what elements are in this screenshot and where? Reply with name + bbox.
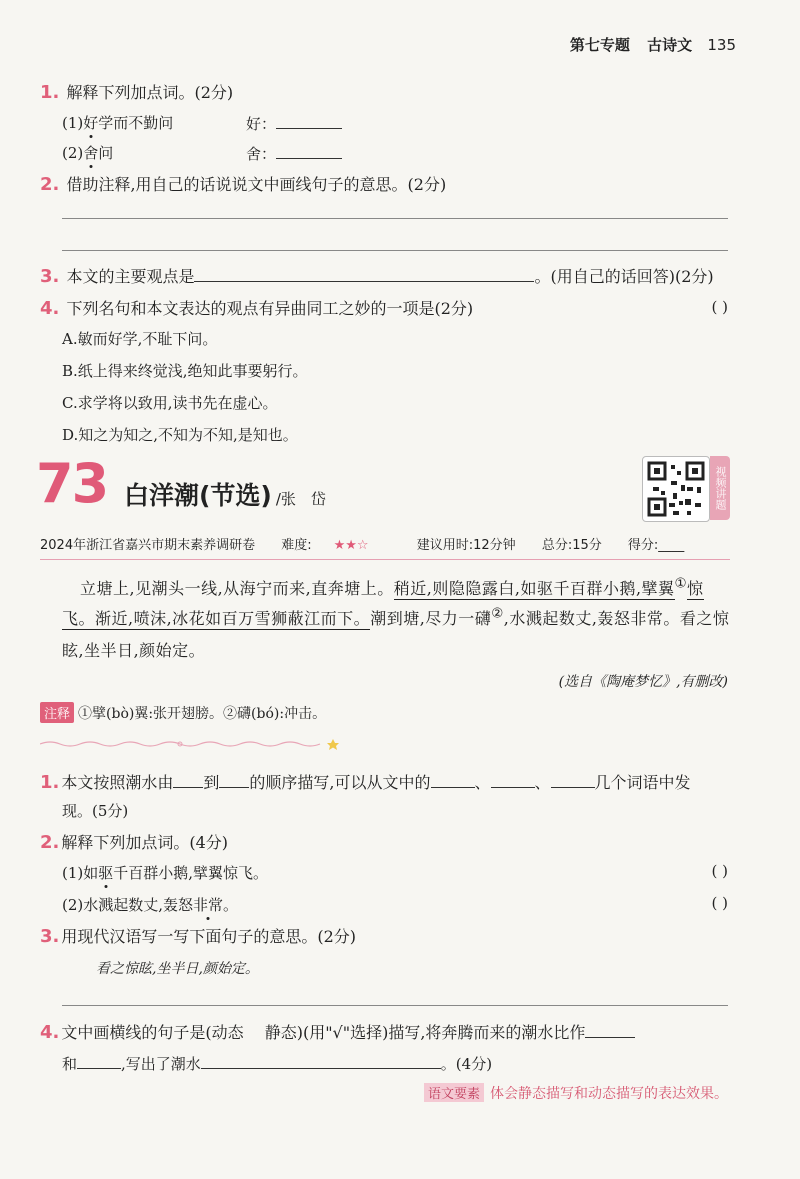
passage-line-2: 飞。渐近,喷沫,冰花如百万雪狮蔽江而下。潮到塘,尽力一礴②,水溅起数丈,轰怒非常。看之惊 (62, 606, 730, 628)
q1-item-1: (1)好学而不勤问 (62, 114, 174, 132)
footer-tip: 语文要素 体会静态描写和动态描写的表达效果。 (424, 1083, 728, 1103)
part2-question-1: 1. 本文按照潮水由 到 的顺序描写,可以从文中的 、 、 几个词语中发 (40, 772, 691, 793)
answer-blank[interactable] (491, 771, 535, 788)
answer-blank[interactable] (77, 1052, 121, 1069)
answer-paren[interactable]: ( ) (711, 894, 728, 912)
question-4: 4. 下列名句和本文表达的观点有异曲同工之妙的一项是(2分) (40, 298, 474, 319)
qr-code-icon[interactable] (642, 456, 710, 522)
answer-blank[interactable] (219, 771, 249, 788)
difficulty: 难度: ★★☆ (281, 538, 369, 553)
answer-line[interactable] (62, 250, 728, 251)
notes: 注释 ①擘(bò)翼:张开翅膀。②礴(bó):冲击。 (40, 702, 326, 723)
dotted-word: 舍 (83, 144, 99, 162)
answer-blank[interactable] (276, 142, 342, 159)
question-1 (40, 80, 233, 103)
exam-source: 2024年浙江省嘉兴市期末素养调研卷 (40, 538, 256, 553)
part2-q2-item-2: (2)水溅起数丈,轰怒非常。 (62, 896, 239, 914)
answer-paren[interactable]: ( ) (711, 862, 728, 880)
part2-q2-item-1: (1)如驱千百群小鹅,擘翼惊飞。 (62, 864, 269, 882)
part2-q1-line2: 现。(5分) (62, 802, 129, 820)
part2-q4-line2: 和 ,写出了潮水 。(4分) (62, 1052, 492, 1074)
section-label: 第七专题 (569, 36, 630, 54)
option-b: B.纸上得来终觉浅,绝知此事要躬行。 (62, 362, 308, 380)
answer-blank[interactable] (585, 1021, 635, 1038)
star-icon: ★★☆ (333, 538, 369, 553)
part2-question-3: 3. 用现代汉语写一写下面句子的意思。(2分) (40, 926, 357, 947)
answer-line[interactable] (62, 1005, 728, 1006)
total-score: 总分:15分 (541, 538, 602, 553)
q1-answer-1: 好： (246, 112, 342, 134)
option-a: A.敏而好学,不耻下问。 (62, 330, 218, 348)
dotted-word: 好 (83, 114, 99, 132)
q1-item-2: (2)舍问 (62, 144, 114, 162)
answer-blank[interactable] (173, 771, 203, 788)
score-field[interactable]: 得分:____ (627, 538, 685, 553)
answer-paren[interactable]: ( ) (711, 298, 728, 316)
decorative-divider (40, 738, 340, 750)
topic-label: 古诗文 (647, 36, 693, 54)
lesson-author: /张 岱 (275, 490, 326, 508)
meta-bar (40, 533, 730, 560)
video-tab[interactable]: 视频讲题 (710, 456, 730, 520)
part2-question-2: 2. 解释下列加点词。(4分) (40, 832, 229, 853)
page-header (570, 34, 736, 55)
footer-tag: 语文要素 (424, 1083, 484, 1102)
answer-blank[interactable] (276, 112, 342, 129)
answer-blank[interactable] (201, 1052, 441, 1069)
answer-blank[interactable] (431, 771, 475, 788)
answer-blank[interactable] (551, 771, 595, 788)
question-text: 解释下列加点词。(2分) (66, 83, 234, 102)
passage-line-1: 立塘上,见潮头一线,从海宁而来,直奔塘上。稍近,则隐隐露白,如驱千百群小鹅,擘翼①惊 (80, 576, 704, 598)
answer-line[interactable] (62, 218, 728, 219)
option-c: C.求学将以致用,读书先在虚心。 (62, 394, 278, 412)
lesson-number: 73 (36, 452, 108, 515)
answer-blank[interactable] (194, 265, 534, 282)
lesson-title: 白洋潮(节选) /张 岱 (124, 481, 326, 510)
part2-question-4: 4. 文中画横线的句子是(动态 静态)(用"√"选择)描写,将奔腾而来的潮水比作 (40, 1020, 635, 1043)
option-d: D.知之为知之,不知为不知,是知也。 (62, 426, 298, 444)
page-number: 135 (707, 36, 736, 54)
part2-q3-sentence: 看之惊眩,坐半日,颜始定。 (96, 961, 259, 977)
note-tag: 注释 (40, 702, 74, 723)
question-3: 3. 本文的主要观点是 。(用自己的话回答)(2分) (40, 266, 714, 287)
passage-source: (选自《陶庵梦忆》,有删改) (558, 674, 728, 690)
passage-line-3: 眩,坐半日,颜始定。 (62, 641, 206, 660)
q1-answer-2: 舍： (246, 142, 342, 164)
suggested-time: 建议用时:12分钟 (416, 538, 516, 553)
question-number: 1. (40, 82, 60, 103)
question-2: 2. 借助注释,用自己的话说说文中画线句子的意思。(2分) (40, 174, 447, 195)
